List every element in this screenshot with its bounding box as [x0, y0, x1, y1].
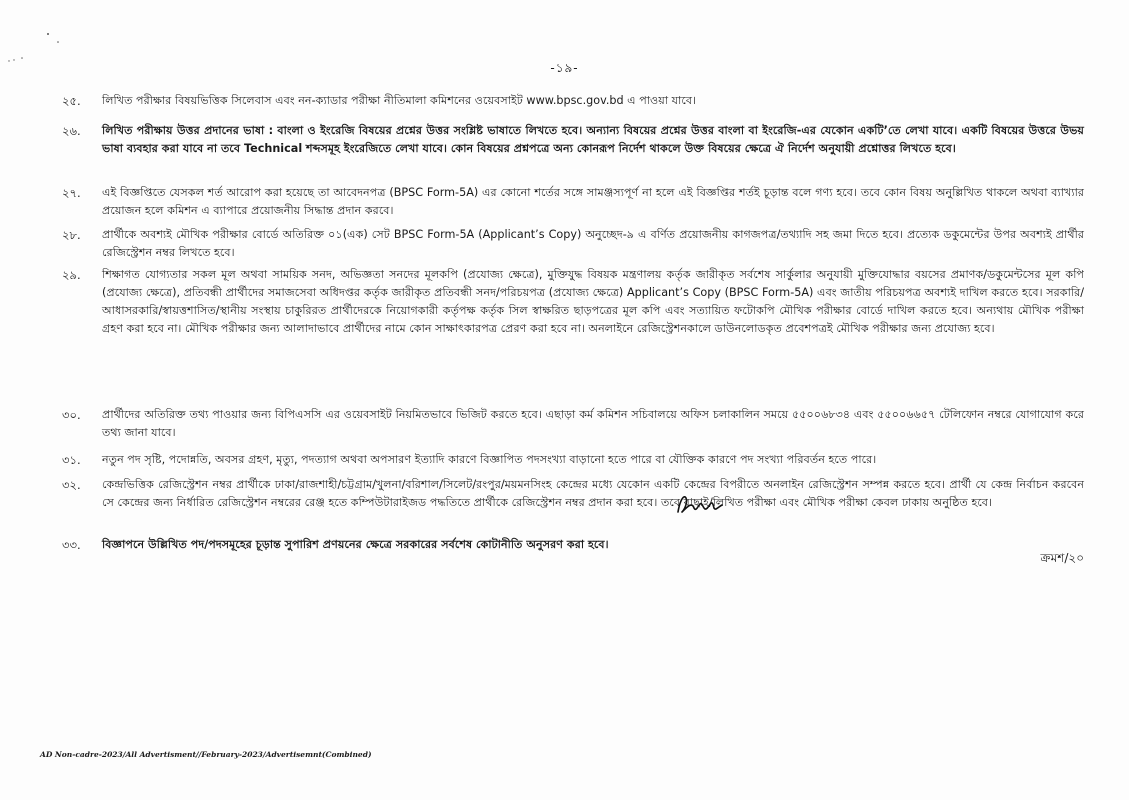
- clause-text: কেন্দ্রভিত্তিক রেজিস্ট্রেশন নম্বর প্রার্থীকে ঢাকা/রাজশাহী/চট্টগ্রাম/খুলনা/বরিশাল/সিলেট/রংপুর/ময়মনসিংহ কেন্দ্রের মধ্যে যেকোন একটি কেন্দ্রের বিপরীতে অনলাইন রেজিস্ট্রেশন সম্পন্ন করতে হবে। প্রার্থী যে কেন্দ্র নির্বাচন করবেন সে কেন্দ্রের জন্য নির্ধারিত রেজিস্ট্রেশন নম্বরের রেঞ্জ হতে কম্পিউটারাইজড পদ্ধতিতে প্রার্থীকে রেজিস্ট্রেশন নম্বর প্রদান করা হবে। তবে বাছাই/লিখিত পরীক্ষা এবং মৌখিক পরীক্ষা কেবল ঢাকায় অনুষ্ঠিত হবে।: [102, 478, 1084, 509]
- clause-text: প্রার্থীদের অতিরিক্ত তথ্য পাওয়ার জন্য বিপিএসসি এর ওয়েবসাইট নিয়মিতভাবে ভিজিট করতে হবে। এছাড়া কর্ম কমিশন সচিবালয়ে অফিস চলাকালিন সময়ে ৫৫০০৬৮৩৪ এবং ৫৫০০৬৬৫৭ টেলিফোন নম্বরে যোগাযোগ করে তথ্য জানা যাবে।: [102, 408, 1084, 439]
- clause-31: [62, 451, 1084, 476]
- clause-number: ২৫.: [62, 94, 81, 108]
- numbered-clauses: [62, 92, 1084, 576]
- clause-28: [62, 226, 1084, 266]
- clause-30: [62, 406, 1084, 451]
- clause-27: [62, 184, 1084, 226]
- clause-number: ৩১.: [62, 453, 81, 467]
- handwritten-signature: [672, 488, 724, 518]
- clause-25: [62, 92, 1084, 122]
- clause-text: প্রার্থীকে অবশ্যই মৌখিক পরীক্ষার বোর্ডে অতিরিক্ত ০১(এক) সেট BPSC Form-5A (Applicant’s Copy) অনুচ্ছেদ-৯ এ বর্ণিত প্রয়োজনীয় কাগজপত্র/তথ্যাদি সহ জমা দিতে হবে। প্রত্যেক ডকুমেন্টের উপর অবশ্যই প্রার্থীর রেজিস্ট্রেশন নম্বর লিখতে হবে।: [102, 228, 1084, 259]
- clause-number: ৩৩.: [62, 538, 81, 552]
- clause-text: বিজ্ঞাপনে উল্লিখিত পদ/পদসমূহের চূড়ান্ত সুপারিশ প্রণয়নের ক্ষেত্রে সরকারের সর্বশেষ কোটানীতি অনুসরণ করা হবে।: [102, 538, 609, 551]
- clause-number: ২৯.: [62, 268, 81, 282]
- footer-file-path: AD Non-cadre-2023/All Advertisment//February-2023/Advertisemnt(Combined): [40, 750, 372, 759]
- page-number: -১৯-: [550, 61, 579, 75]
- clause-number: ৩০.: [62, 408, 81, 422]
- clause-number: ২৮.: [62, 228, 81, 242]
- clause-text: লিখিত পরীক্ষার বিষয়ভিত্তিক সিলেবাস এবং নন-ক্যাডার পরীক্ষা নীতিমালা কমিশনের ওয়েবসাইট www.bpsc.gov.bd এ পাওয়া যাবে।: [102, 94, 697, 107]
- clause-number: ২৬.: [62, 124, 81, 138]
- clause-text: লিখিত পরীক্ষায় উত্তর প্রদানের ভাষা : বাংলা ও ইংরেজি বিষয়ের প্রশ্নের উত্তর সংশ্লিষ্ট ভাষাতে লিখতে হবে। অন্যান্য বিষয়ের প্রশ্নের উত্তর বাংলা বা ইংরেজি-এর যেকোন একটি’তে লেখা যাবে। একটি বিষয়ের উত্তরে উভয় ভাষা ব্যবহার করা যাবে না তবে Technical শব্দসমূহ ইংরেজিতে লেখা যাবে। কোন বিষয়ের প্রশ্নপত্রে অন্য কোনরূপ নির্দেশ থাকলে উক্ত বিষয়ের ক্ষেত্রে ঐ নির্দেশ অনুযায়ী প্রশ্নোত্তর লিখতে হবে।: [102, 124, 1084, 155]
- clause-26: [62, 122, 1084, 184]
- clause-text: নতুন পদ সৃষ্টি, পদোন্নতি, অবসর গ্রহণ, মৃত্যু, পদত্যাগ অথবা অপসারণ ইত্যাদি কারণে বিজ্ঞাপিত পদসংখ্যা বাড়ানো হতে পারে বা যৌক্তিক কারণে পদ সংখ্যা পরিবর্তন হতে পারে।: [102, 453, 877, 466]
- clause-text: এই বিজ্ঞপ্তিতে যেসকল শর্ত আরোপ করা হয়েছে তা আবেদনপত্র (BPSC Form-5A) এর কোনো শর্তের সঙ্গে সামঞ্জস্যপূর্ণ না হলে এই বিজ্ঞপ্তির শর্তই চূড়ান্ত বলে গণ্য হবে। তবে কোন বিষয় অনুল্লিখিত থাকলে অথবা ব্যাখ্যার প্রয়োজন হলে কমিশন এ ব্যাপারে প্রয়োজনীয় সিদ্ধান্ত প্রদান করবে।: [102, 186, 1084, 217]
- clause-text: শিক্ষাগত যোগ্যতার সকল মূল অথবা সাময়িক সনদ, অভিজ্ঞতা সনদের মূলকপি (প্রযোজ্য ক্ষেত্রে), মুক্তিযুদ্ধ বিষয়ক মন্ত্রণালয় কর্তৃক জারীকৃত সর্বশেষ সার্কুলার অনুযায়ী মুক্তিযোদ্ধার বয়সের প্রমাণক/ডকুমেন্টসের মূল কপি (প্রযোজ্য ক্ষেত্রে), প্রতিবন্ধী প্রার্থীদের সমাজসেবা অধিদপ্তর কর্তৃক জারীকৃত প্রতিবন্ধী সনদ/পরিচয়পত্র (প্রযোজ্য ক্ষেত্রে) Applicant’s Copy (BPSC Form-5A) এবং জাতীয় পরিচয়পত্র অবশ্যই দাখিল করতে হবে। সরকারি/ আধাসরকারি/স্বায়ত্তশাসিত/স্থানীয় সংস্থায় চাকুরিরত প্রার্থীদেরকে নিয়োগকারী কর্তৃপক্ষ কর্তৃক সিল স্বাক্ষরিত ছাড়পত্রের মূল কপি এবং সত্যায়িত ফটোকপি মৌখিক পরীক্ষার বোর্ডে দাখিল করতে হবে। অন্যথায় মৌখিক পরীক্ষা গ্রহণ করা হবে না। মৌখিক পরীক্ষার জন্য আলাদাভাবে প্রার্থীদের নামে কোন সাক্ষাৎকারপত্র প্রেরণ করা হবে না। অনলাইনে রেজিস্ট্রেশনকালে ডাউনলোডকৃত প্রবেশপত্রই মৌখিক পরীক্ষার জন্য প্রযোজ্য হবে।: [102, 268, 1084, 335]
- clause-33: [62, 536, 1084, 576]
- clause-number: ৩২.: [62, 478, 81, 492]
- clause-number: ২৭.: [62, 186, 81, 200]
- clause-32: [62, 476, 1084, 536]
- continued-marker: ক্রমশ/২০: [1040, 551, 1084, 565]
- clause-29: [62, 266, 1084, 406]
